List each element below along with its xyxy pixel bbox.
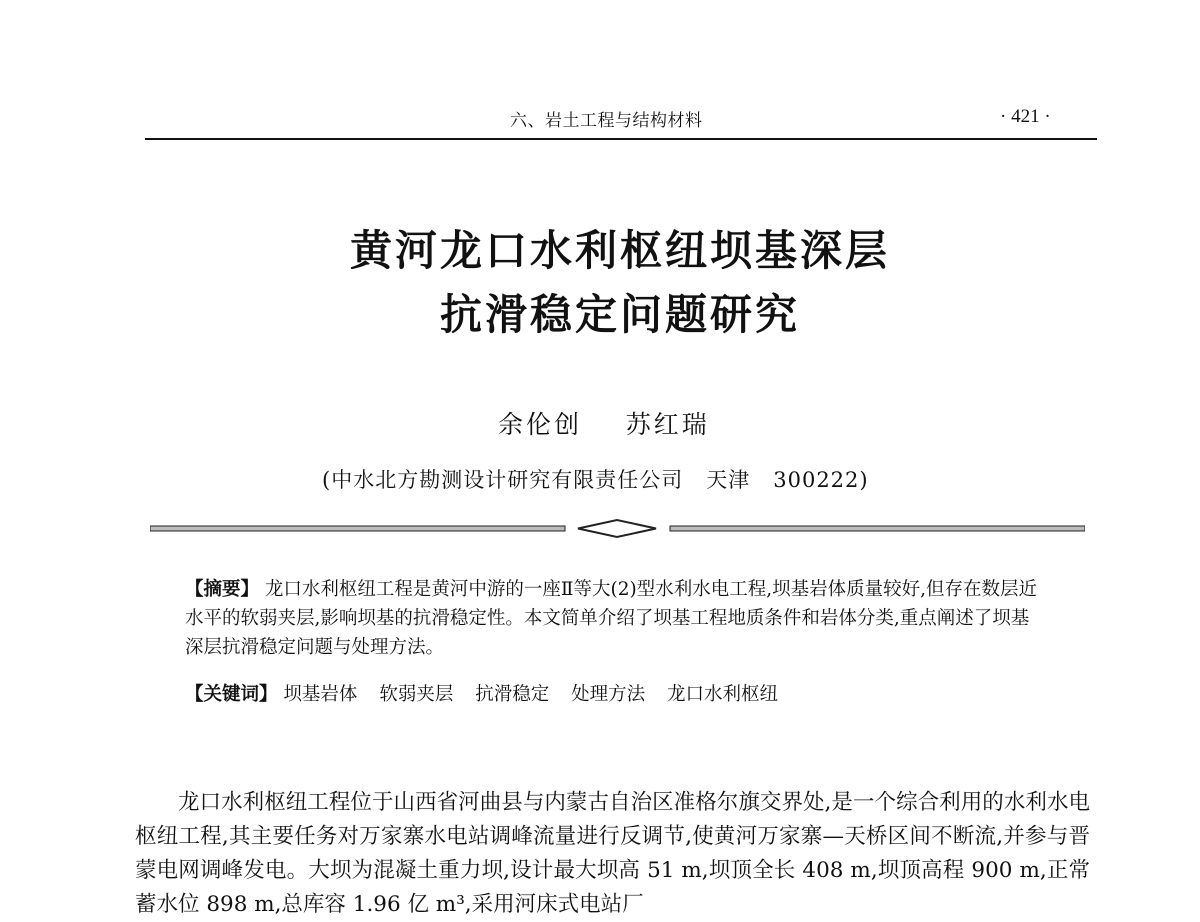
running-header-section: 六、岩土工程与结构材料 — [510, 111, 703, 131]
abstract-text: 龙口水利枢纽工程是黄河中游的一座Ⅱ等大(2)型水利水电工程,坝基岩体质量较好,但存在数层近水平的软弱夹层,影响坝基的抗滑稳定性。本文简单介绍了坝基工程地质条件和岩体分类,重点阐述了坝基深层抗滑稳定问题与处理方法。 — [185, 579, 1037, 658]
keywords — [185, 680, 1045, 706]
keyword-item: 坝基岩体 — [283, 684, 358, 705]
keyword-item: 处理方法 — [571, 684, 646, 705]
paper-title-line-1: 黄河龙口水利枢纽坝基深层 — [349, 226, 890, 275]
running-header-page-number: · 421 · — [1000, 106, 1051, 127]
keywords-label: 【关键词】 — [185, 684, 278, 705]
paper-title-line-2: 抗滑稳定问题研究 — [439, 290, 800, 339]
header-rule — [145, 138, 1097, 140]
keyword-item: 龙口水利枢纽 — [667, 684, 779, 705]
keyword-item: 抗滑稳定 — [475, 684, 550, 705]
affiliation: (中水北方勘测设计研究有限责任公司 天津 300222) — [322, 468, 869, 492]
ornamental-divider — [150, 518, 1085, 540]
keyword-item: 软弱夹层 — [379, 684, 454, 705]
abstract — [185, 575, 1045, 662]
authors: 余伦创 苏红瑞 — [498, 410, 710, 439]
body-paragraph: 龙口水利枢纽工程位于山西省河曲县与内蒙古自治区准格尔旗交界处,是一个综合利用的水利水电枢纽工程,其主要任务对万家寨水电站调峰流量进行反调节,使黄河万家寨—天桥区间不断流,并参与晋蒙电网调峰发电。大坝为混凝土重力坝,设计最大坝高 51 m,坝顶全长 408 m,坝顶高程 900 m,正常蓄水位 898 m,总库容 1.96 亿 m³,采用河床式电站厂 — [135, 790, 1090, 917]
abstract-label: 【摘要】 — [185, 579, 260, 600]
